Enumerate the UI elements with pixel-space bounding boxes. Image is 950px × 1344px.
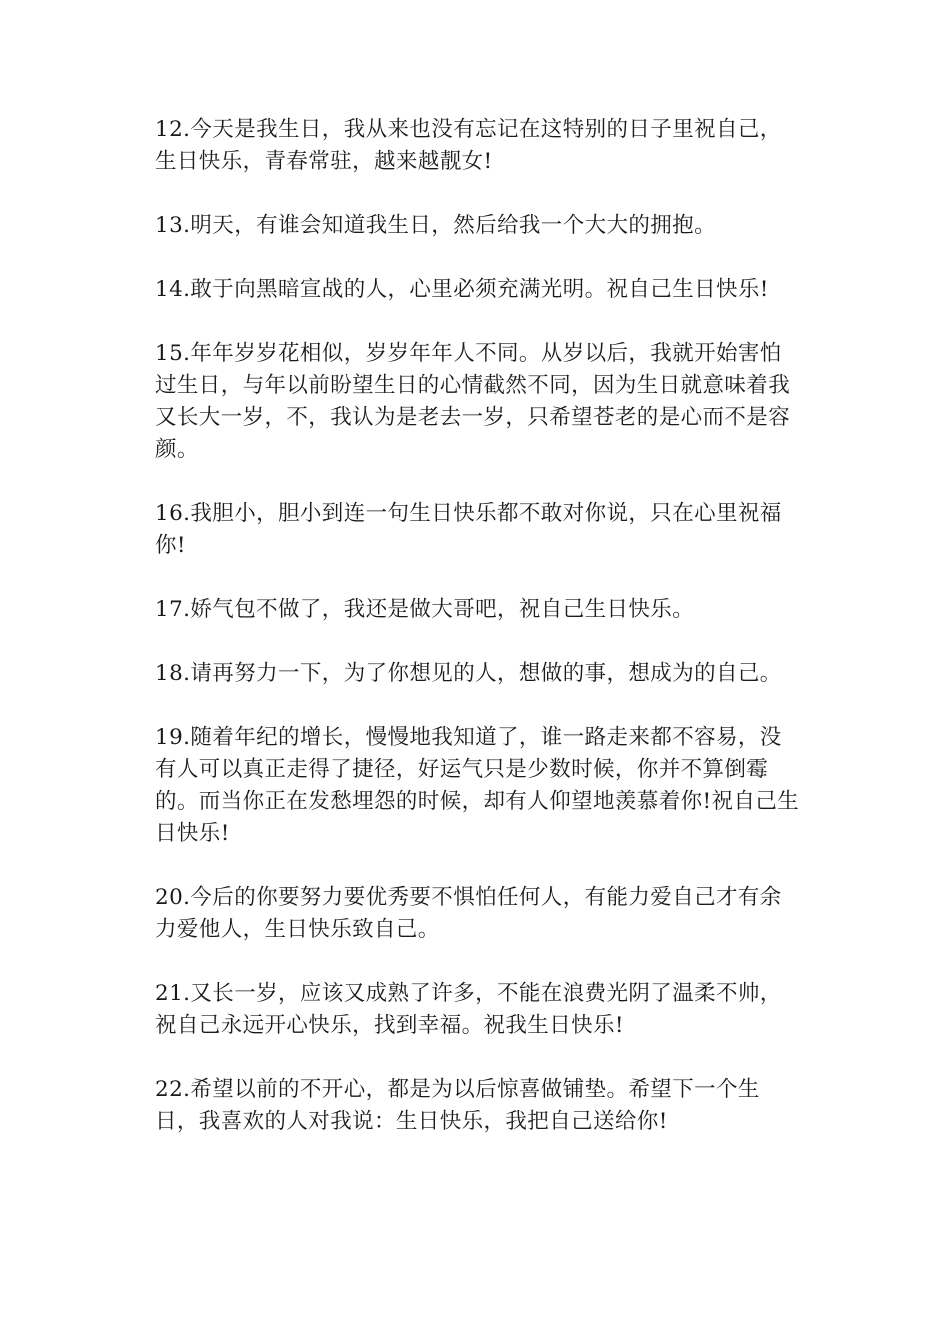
paragraph-17: 17.娇气包不做了，我还是做大哥吧，祝自己生日快乐。: [155, 597, 695, 622]
paragraph-14: 14.敢于向黑暗宣战的人，心里必须充满光明。祝自己生日快乐!: [155, 277, 769, 302]
paragraph-18: 18.请再努力一下，为了你想见的人，想做的事，想成为的自己。: [155, 661, 782, 686]
paragraph-12: 12.今天是我生日，我从来也没有忘记在这特别的日子里祝自己，生日快乐，青春常驻，越来越靓女!: [155, 117, 782, 174]
paragraph-19: 19.随着年纪的增长，慢慢地我知道了，谁一路走来都不容易，没有人可以真正走得了捷径，好运气只是少数时候，你并不算倒霉的。而当你正在发愁埋怨的时候，却有人仰望地羡慕着你!祝自己生日快乐!: [155, 725, 800, 846]
paragraph-15: 15.年年岁岁花相似，岁岁年年人不同。从岁以后，我就开始害怕过生日，与年以前盼望生日的心情截然不同，因为生日就意味着我又长大一岁，不，我认为是老去一岁，只希望苍老的是心而不是容颜。: [155, 341, 791, 462]
paragraph-22: 22.希望以前的不开心，都是为以后惊喜做铺垫。希望下一个生日，我喜欢的人对我说：生日快乐，我把自己送给你!: [155, 1077, 760, 1134]
paragraph-13: 13.明天，有谁会知道我生日，然后给我一个大大的拥抱。: [155, 213, 716, 238]
paragraph-16: 16.我胆小，胆小到连一句生日快乐都不敢对你说，只在心里祝福你!: [155, 501, 782, 558]
paragraph-20: 20.今后的你要努力要优秀要不惧怕任何人，有能力爱自己才有余力爱他人，生日快乐致自己。: [155, 885, 782, 942]
paragraph-21: 21.又长一岁，应该又成熟了许多，不能在浪费光阴了温柔不帅，祝自己永远开心快乐，找到幸福。祝我生日快乐!: [155, 981, 782, 1038]
document-body: [155, 114, 800, 1170]
